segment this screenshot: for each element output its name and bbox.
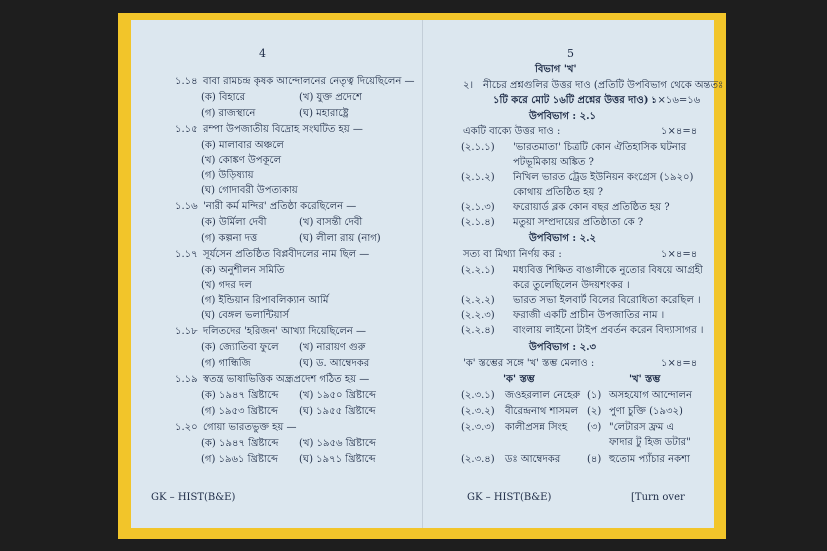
question-number: ১.১৬ (175, 201, 198, 212)
subsection-marks: ১×৪=৪ (661, 126, 698, 137)
match-b-text: অসহযোগ আন্দোলন (609, 390, 692, 401)
item-text: ফরোয়ার্ড ব্লক কোন বছর প্রতিষ্ঠিত হয় ? (513, 202, 670, 213)
subsection-prompt: 'ক' স্তম্ভের সঙ্গে 'খ' স্তম্ভ মেলাও : (463, 358, 595, 369)
item-text: নিখিল ভারত ট্রেড ইউনিয়ন কংগ্রেস (১৯২০) (513, 172, 694, 183)
question-number: ১.১৫ (175, 124, 198, 135)
option: (গ) গান্ধিজি (201, 358, 251, 369)
option: (ক) মালাবার অঞ্চলে (201, 140, 284, 151)
option: (গ) ১৯৬১ খ্রিষ্টাব্দে (201, 454, 278, 465)
item-number: (২.২.২) (461, 295, 495, 306)
option: (খ) গদর দল (201, 280, 252, 291)
item-text: ভারত সভা ইলবার্ট বিলের বিরোধিতা করেছিল । (513, 295, 701, 306)
option: (ক) অনুশীলন সমিতি (201, 265, 285, 276)
match-b-text: ফাদার টু হিজ ডটার" (609, 437, 691, 448)
match-a-text: কালীপ্রসন্ন সিংহ (505, 422, 568, 433)
match-b-text: "লেটারস ফ্রম এ (609, 422, 675, 433)
item-text: মতুয়া সম্প্রদায়ের প্রতিষ্ঠাতা কে ? (513, 217, 644, 228)
right-page-number: 5 (567, 47, 574, 60)
question-text: গোয়া ভারতভুক্ত হয় — (203, 422, 297, 433)
question-text: বাবা রামচন্দ্র কৃষক আন্দোলনের নেতৃত্ব দিয়েছিলেন — (203, 76, 415, 87)
item-text: ফরাজী একটি প্রাচীন উপজাতির নাম । (513, 310, 665, 321)
item-text: করে তুলেছিলেন উদয়শংকর । (513, 280, 630, 291)
match-a-text: বীরেন্দ্রনাথ শাসমল (505, 406, 578, 417)
option: (ক) ১৯৪৭ খ্রিষ্টাব্দে (201, 438, 279, 449)
option: (গ) উড়িষ্যায় (201, 170, 254, 181)
match-b-text: পুণা চুক্তি (১৯৩২) (609, 406, 683, 417)
subsection-prompt: সত্য বা মিথ্যা নির্ণয় কর : (463, 249, 562, 260)
item-number: (২.১.৩) (461, 202, 495, 213)
option: (খ) কোঙ্কণ উপকূলে (201, 155, 282, 166)
item-number: (২.১.২) (461, 172, 495, 183)
item-number: (২.১.৪) (461, 217, 495, 228)
exam-paper (131, 20, 724, 528)
match-b-text: হুতোম প্যাঁচার নকশা (609, 454, 690, 465)
left-footer-code: GK – HIST(B&E) (151, 492, 236, 503)
question-number: ১.১৮ (175, 326, 198, 337)
match-b-number: (৪) (587, 454, 602, 465)
section-title: বিভাগ 'খ' (535, 64, 577, 75)
option: (ঘ) গোদাবরী উপত্যকায় (201, 185, 298, 196)
match-a-text: ডঃ আম্বেদকর (505, 454, 561, 465)
subsection-title: উপবিভাগ : ২.১ (529, 111, 597, 122)
left-page-number: 4 (259, 47, 266, 60)
item-text: বাংলায় লাইনো টাইপ প্রবর্তন করেন বিদ্যাসাগর । (513, 325, 704, 336)
question-text: স্বতন্ত্র ভাষাভিত্তিক অন্ধ্রপ্রদেশ গঠিত হয় — (203, 374, 370, 385)
right-footer-code: GK – HIST(B&E) (467, 492, 552, 503)
item-text: মধ্যবিত্ত শিক্ষিত বাঙালীকে নুতোর বিষয়ে আগ্রহী (513, 265, 703, 276)
turn-over-label: [Turn over (631, 492, 685, 503)
option: (ঘ) মহারাষ্ট্রে (299, 108, 349, 119)
match-b-number: (১) (587, 390, 602, 401)
column-a-header: 'ক' স্তম্ভ (503, 374, 535, 385)
item-text: 'ভারতমাতা' চিত্রটি কোন ঐতিহাসিক ঘটনার (513, 142, 687, 153)
match-b-number: (৩) (587, 422, 602, 433)
item-text: পটভূমিকায় অঙ্কিত ? (513, 157, 594, 168)
option: (খ) বাসন্তী দেবী (299, 217, 363, 228)
match-a-text: জওহরলাল নেহেরু (505, 390, 581, 401)
question-number: ১.২০ (175, 422, 198, 433)
subsection-marks: ১×৪=৪ (661, 249, 698, 260)
question-text: 'নারী কর্ম মন্দির' প্রতিষ্ঠা করেছিলেন — (203, 201, 357, 212)
item-number: (২.১.১) (461, 142, 495, 153)
item-number: (২.২.৩) (461, 310, 495, 321)
page-fold (422, 20, 423, 528)
option: (ঘ) লীলা রায় (নাগ) (299, 233, 381, 244)
option: (ঘ) ড. আম্বেদকর (299, 358, 370, 369)
option: (ঘ) ১৯৭১ খ্রিষ্টাব্দে (299, 454, 376, 465)
option: (ক) বিহারে (201, 92, 246, 103)
option: (খ) নারায়ণ গুরু (299, 342, 366, 353)
match-a-number: (২.৩.৩) (461, 422, 495, 433)
subsection-title: উপবিভাগ : ২.২ (529, 233, 597, 244)
match-a-number: (২.৩.২) (461, 406, 495, 417)
instruction-number: ২। (463, 80, 474, 91)
match-b-number: (২) (587, 406, 602, 417)
option: (ঘ) বেঙ্গল ভলান্টিয়ার্স (201, 310, 289, 321)
instruction-line: নীচের প্রশ্নগুলির উত্তর দাও (প্রতিটি উপবিভাগ থেকে অন্ততঃ (483, 80, 724, 91)
item-number: (২.২.১) (461, 265, 495, 276)
column-b-header: 'খ' স্তম্ভ (629, 374, 661, 385)
question-number: ১.১৭ (175, 249, 198, 260)
option: (ক) জ্যোতিবা ফুলে (201, 342, 279, 353)
subsection-prompt: একটি বাক্যে উত্তর দাও : (463, 126, 561, 137)
option: (ক) ১৯৪৭ খ্রিষ্টাব্দে (201, 390, 279, 401)
option: (গ) রাজস্থানে (201, 108, 256, 119)
option: (ক) উর্মিলা দেবী (201, 217, 267, 228)
subsection-title: উপবিভাগ : ২.৩ (529, 342, 597, 353)
item-text: কোথায় প্রতিষ্ঠিত হয় ? (513, 187, 603, 198)
question-text: সূর্যসেন প্রতিষ্ঠিত বিপ্লবীদলের নাম ছিল — (203, 249, 370, 260)
subsection-marks: ১×৪=৪ (661, 358, 698, 369)
question-text: দলিতদের 'হরিজন' আখ্যা দিয়েছিলেন — (203, 326, 366, 337)
instruction-marks: ১×১৬=১৬ (651, 95, 701, 106)
question-number: ১.১৯ (175, 374, 198, 385)
option: (খ) ১৯৫০ খ্রিষ্টাব্দে (299, 390, 376, 401)
question-text: রম্পা উপজাতীয় বিদ্রোহ সংঘটিত হয় — (203, 124, 363, 135)
question-number: ১.১৪ (175, 76, 198, 87)
option: (গ) কল্পনা দত্ত (201, 233, 258, 244)
instruction-line: ১টি করে মোট ১৬টি প্রশ্নের উত্তর দাও) : (493, 95, 656, 106)
item-number: (২.২.৪) (461, 325, 495, 336)
match-a-number: (২.৩.১) (461, 390, 495, 401)
match-a-number: (২.৩.৪) (461, 454, 495, 465)
option: (গ) ইন্ডিয়ান রিপাবলিক্যান আর্মি (201, 295, 329, 306)
option: (খ) যুক্ত প্রদেশে (299, 92, 362, 103)
option: (ঘ) ১৯৫৫ খ্রিষ্টাব্দে (299, 406, 376, 417)
option: (গ) ১৯৫৩ খ্রিষ্টাব্দে (201, 406, 278, 417)
option: (খ) ১৯৫৬ খ্রিষ্টাব্দে (299, 438, 376, 449)
